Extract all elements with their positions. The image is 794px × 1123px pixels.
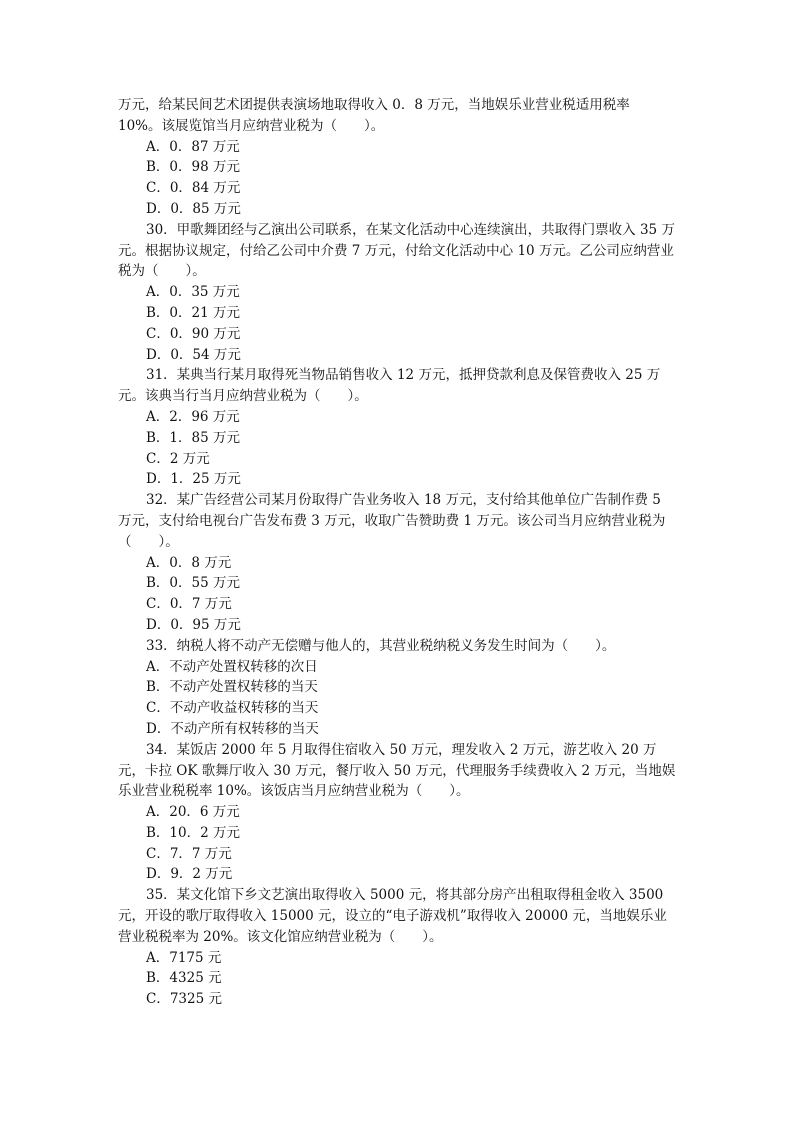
question-34-option-c: C．7．7 万元 <box>146 845 232 862</box>
intro-option-c: C．0．84 万元 <box>146 180 241 197</box>
question-35-option-a: A．7175 元 <box>146 949 222 966</box>
intro-option-d: D．0．85 万元 <box>146 200 241 217</box>
question-32 <box>118 490 678 636</box>
question-30-option-a: A．0．35 万元 <box>146 284 240 301</box>
question-30-option-b: B．0．21 万元 <box>146 304 240 321</box>
question-30-text: 30．甲歌舞团经与乙演出公司联系，在某文化活动中心连续演出，共取得门票收入 35 万元。根据协议规定，付给乙公司中介费 7 万元，付给文化活动中心 10 万元。乙公司应纳营业税为（ ）。 <box>118 221 675 280</box>
document-page <box>118 95 678 1010</box>
question-33-option-a: A．不动产处置权转移的次日 <box>146 658 318 675</box>
intro-option-a: A．0．87 万元 <box>146 138 240 155</box>
question-30-option-c: C．0．90 万元 <box>146 325 241 342</box>
intro-line-1: 万元，给某民间艺术团提供表演场地取得收入 0．8 万元，当地娱乐业营业税适用税率 <box>118 97 630 113</box>
question-33-option-b: B．不动产处置权转移的当天 <box>146 679 318 696</box>
question-30-option-d: D．0．54 万元 <box>146 346 241 363</box>
question-35-text: 35．某文化馆下乡文艺演出取得收入 5000 元，将其部分房产出租取得租金收入 3500 元，开设的歌厅取得收入 15000 元，设立的“电子游戏机”取得收入 20000 元，当地娱乐业营业税税率为 20%。该文化馆应纳营业税为（ ）。 <box>118 887 667 945</box>
question-32-option-c: C．0．7 万元 <box>146 596 232 613</box>
question-34 <box>118 740 678 886</box>
question-32-option-a: A．0．8 万元 <box>146 554 232 571</box>
question-34-option-b: B．10．2 万元 <box>146 824 240 841</box>
question-33 <box>118 636 678 740</box>
question-31-option-c: C．2 万元 <box>146 450 210 467</box>
question-34-text: 34．某饭店 2000 年 5 月取得住宿收入 50 万元，理发收入 2 万元，游艺收入 20 万元，卡拉 OK 歌舞厅收入 30 万元，餐厅收入 50 万元，代理服务手续费收入 2 万元，当地娱乐业营业税税率 10%。该饭店当月应纳营业税为（ ）。 <box>118 741 676 800</box>
question-34-option-a: A．20．6 万元 <box>146 804 240 821</box>
question-32-text: 32．某广告经营公司某月份取得广告业务收入 18 万元，支付给其他单位广告制作费 5 万元，支付给电视台广告发布费 3 万元，收取广告赞助费 1 万元。该公司当月应纳营业税为（ ）。 <box>118 492 666 550</box>
question-35-option-c: C．7325 元 <box>146 991 222 1008</box>
question-31-text: 31．某典当行某月取得死当物品销售收入 12 万元，抵押贷款利息及保管费收入 25 万元。该典当行当月应纳营业税为（ ）。 <box>118 367 661 405</box>
question-32-option-d: D．0．95 万元 <box>146 616 241 633</box>
question-31-option-a: A．2．96 万元 <box>146 408 240 425</box>
question-35 <box>118 885 678 1010</box>
question-33-option-c: C．不动产收益权转移的当天 <box>146 700 319 717</box>
question-33-option-d: D．不动产所有权转移的当天 <box>146 720 319 737</box>
question-32-option-b: B．0．55 万元 <box>146 575 240 592</box>
intro-line-2: 10%。该展览馆当月应纳营业税为（ ）。 <box>118 117 385 134</box>
intro-option-b: B．0．98 万元 <box>146 159 240 176</box>
question-31 <box>118 365 678 490</box>
question-31-option-b: B．1．85 万元 <box>146 429 240 446</box>
question-34-option-d: D．9．2 万元 <box>146 866 233 883</box>
question-31-option-d: D．1．25 万元 <box>146 471 241 488</box>
question-33-text: 33．纳税人将不动产无偿赠与他人的，其营业税纳税义务发生时间为（ ）。 <box>146 637 616 654</box>
question-30 <box>118 220 678 366</box>
question-35-option-b: B．4325 元 <box>146 970 222 987</box>
